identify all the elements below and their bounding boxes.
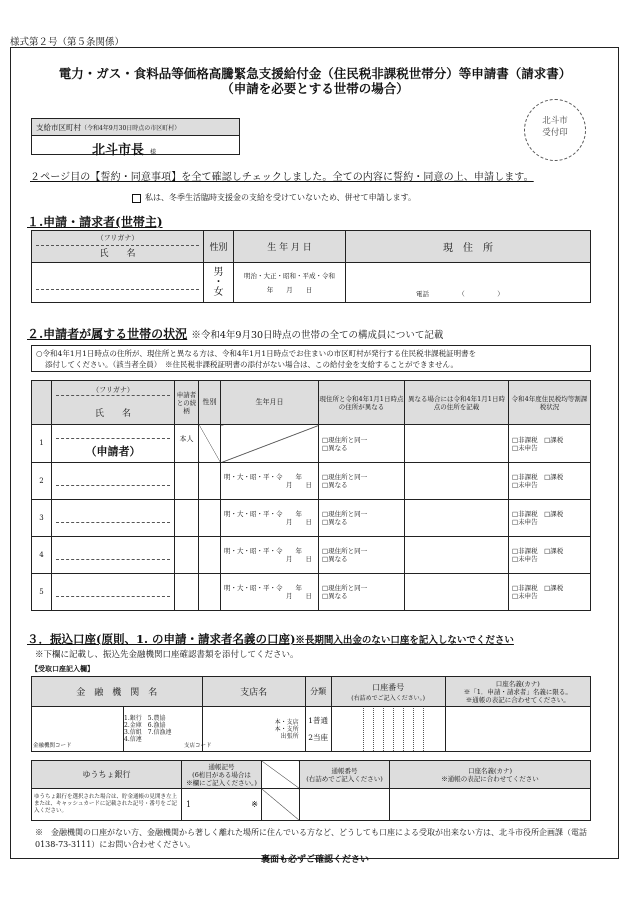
tax-status-header: 令和4年度住民税均等割課税状況 <box>509 381 591 425</box>
municipality-label: 支給市区町村 <box>36 123 81 132</box>
table-row: 5 明・大・昭・平・令 年 月 日 □現住所と同一 □異なる □非課税 □課税 □未申告 <box>32 574 591 611</box>
checkbox[interactable] <box>132 194 141 203</box>
section2-title: ２.申請者が属する世帯の状況 <box>27 327 188 341</box>
passbook-number-input[interactable] <box>300 789 390 821</box>
title-line-2: （申請を必要とする世帯の場合） <box>221 81 409 96</box>
yucho-holder-input[interactable] <box>390 789 591 821</box>
municipality-note: （令和4年9月30日時点の市区町村） <box>81 125 181 132</box>
section3-warning: ※長期間入出金のない口座を記入しないでください <box>295 635 514 646</box>
prev-address-header: 異なる場合には令和4年1月1日時点の住所を記載 <box>405 381 509 425</box>
reception-stamp <box>524 99 586 161</box>
branch-code-label: 支店コード <box>184 743 212 749</box>
table-row: 2 明・大・昭・平・令 年 月 日 □現住所と同一 □異なる □非課税 □課税 □未申告 <box>32 463 591 500</box>
account-number-input[interactable] <box>331 707 445 752</box>
account-type-choice[interactable]: 1普通 2当座 <box>305 707 331 752</box>
table-row: 3 明・大・昭・平・令 年 月 日 □現住所と同一 □異なる □非課税 □課税 □未申告 <box>32 500 591 537</box>
bank-code-label: 金融機関コード <box>33 743 72 749</box>
winter-support-label: 私は、冬季生活臨時支援金の支給を受けていないため、併せて申請します。 <box>145 193 417 202</box>
branch-name-input[interactable]: 本・支店 本・支所 出張所 <box>202 707 305 752</box>
sex-header-2: 性別 <box>199 381 221 425</box>
applicant-name-input[interactable] <box>32 263 204 303</box>
sex-header: 性別 <box>204 231 234 263</box>
section2-notice: ○令和4年1月1日時点の住所が、現住所と異なる方は、令和4年1月1日時点でお住まいの市区町村が発行する住民税非課税証明書を 添付してください。（該当者全員） ※住民税非課税証明書の添付がない場合は、この給付金を支給することができません。 <box>31 345 591 372</box>
section3-subnote: ※下欄に記載し、振込先金融機関口座確認書類を添付してください。 <box>35 650 299 660</box>
dob-header: 生 年 月 日 <box>234 231 346 263</box>
section2-note: ※令和4年9月30日時点の世帯の全ての構成員について記載 <box>191 330 444 341</box>
stamp-line-2: 受付印 <box>542 128 568 138</box>
dob-header-2: 生年月日 <box>221 381 319 425</box>
section1-title: １.申請・請求者(世帯主) <box>27 215 163 229</box>
yucho-instruction: ゆうちょ銀行を選択された場合は、貯金通帳の見開き左上または、キャッシュカードに記載された記号・番号をご記入ください。 <box>32 789 182 821</box>
dob-input[interactable]: 明治・大正・昭和・平成・令和 年 月 日 <box>234 263 346 303</box>
furigana-label: （フリガナ） <box>36 234 199 246</box>
section2-heading <box>27 325 443 342</box>
section3-title: ３．振込口座(原則、1. の申請・請求者名義の口座) <box>27 632 296 646</box>
sex-choice[interactable]: 男 ・ 女 <box>204 263 234 303</box>
bank-table: 金 融 機 関 名 支店名 分類 口座番号 (右詰めでご記入ください。) 口座名義(カナ) ※「1．申請・請求者」名義に限る。 ※通帳の表記に合わせてください。 1.銀行 5.農協 2.金庫 6.漁協 3.信組 7.信漁連 4.信連 本・支店 本・支所 出張所 1普通 2当座 <box>31 676 591 752</box>
municipality-value: 北斗市長 <box>92 143 145 158</box>
back-page-reminder: 裏面も必ずご確認ください <box>260 855 369 865</box>
address-diff-header: 現住所と令和4年1月1日時点の住所が異なる <box>319 381 405 425</box>
name-label: 氏 名 <box>99 249 136 259</box>
phone-input[interactable]: 電話 （ ） <box>346 263 591 303</box>
table-row: 4 明・大・昭・平・令 年 月 日 □現住所と同一 □異なる □非課税 □課税 □未申告 <box>32 537 591 574</box>
form-title <box>20 66 610 96</box>
address-header: 現 住 所 <box>346 231 591 263</box>
pledge-confirmation: ２ページ目の【誓約・同意事項】を全て確認しチェックしました。全ての内容に誓約・同意の上、申請します。 <box>30 172 534 183</box>
table-row: 1 （申請者） 本人 □現住所と同一 □異なる □非課税 □課税 □未申告 <box>32 425 591 463</box>
household-table: （フリガナ） 氏 名 申請者との続柄 性別 生年月日 現住所と令和4年1月1日時点の住所が異なる 異なる場合には令和4年1月1日時点の住所を記載 令和4年度住民税均等割課税状況 1 （申請者） 本人 □現住所と同一 □異なる □非課税 □課税 □未申告 2 明・大・昭・平・令 年 月 日 □現住所と同一 □異なる □非課税 □課税 □未申告 3 明・大・昭・平・令 年 月 日 □現住所と同一 □異なる □非課税 □課税 □未申告 4 明・大・昭・平・令 年 月 日 □現住所と同一 □異なる □非課税 □課税 □未申告 5 明・大・昭・平・令 年 月 日 □現住所と同一 □異なる □非課税 □課税 □未申告 <box>31 380 591 611</box>
relation-header: 申請者との続柄 <box>175 381 199 425</box>
passbook-symbol-input[interactable]: 1 ※ <box>182 789 262 821</box>
footer-note: ※ 金融機関の口座がない方、金融機関から著しく離れた場所に住んでいる方など、どうしても口座による受取が出来ない方は、北斗市役所企画課（電話0138-73-3111）にお問い合わせください。 <box>35 828 587 849</box>
form-number: 様式第２号（第５条関係） <box>10 37 125 48</box>
title-line-1: 電力・ガス・食料品等価格高騰緊急支援給付金（住民税非課税世帯分）等申請書（請求書） <box>58 66 572 81</box>
account-holder-input[interactable] <box>445 707 590 752</box>
account-box-title: 【受取口座記入欄】 <box>31 664 94 673</box>
stamp-line-1: 北斗市 <box>542 116 568 126</box>
applicant-table <box>31 230 591 303</box>
section3-heading <box>27 631 514 647</box>
winter-support-checkbox-row[interactable] <box>132 192 416 203</box>
municipality-box <box>31 118 240 158</box>
honorific: 様 <box>150 149 157 156</box>
yucho-table: ゆうちょ銀行 通帳記号 (6桁目がある場合は ※欄にご記入ください。) 通帳番号 (右詰めでご記入ください) 口座名義(カナ) ※通帳の表記に合わせてください ゆうちょ銀行を選択された場合は、貯金通帳の見開き左上または、キャッシュカードに記載された記号・番号をご記入ください。 1 ※ <box>31 760 591 821</box>
